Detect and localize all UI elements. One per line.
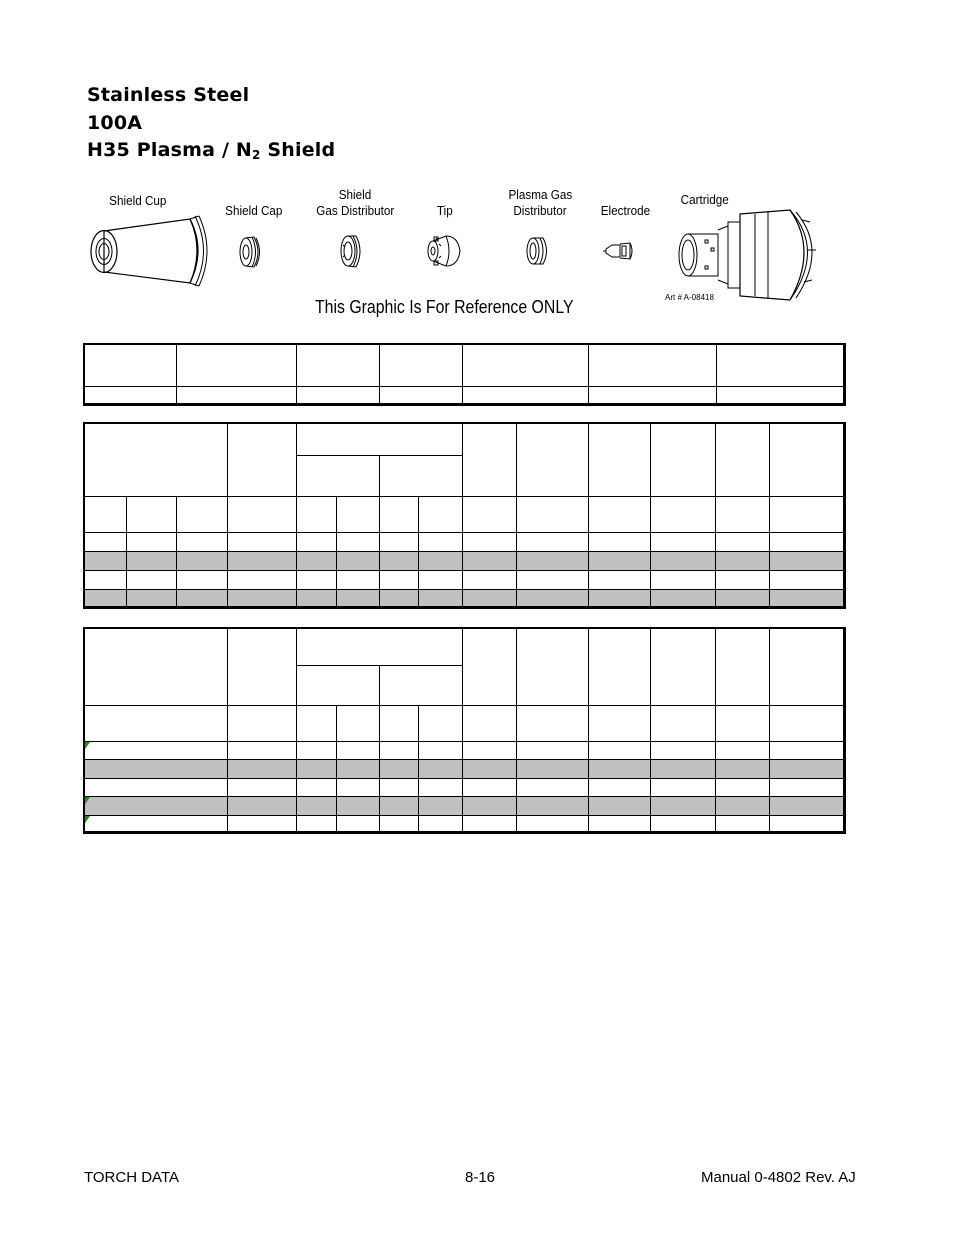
table-cell	[516, 423, 588, 496]
table-cell	[296, 796, 336, 815]
table-cell	[650, 628, 715, 705]
label-cartridge: Cartridge	[680, 192, 729, 207]
table-cell	[336, 778, 379, 796]
footer-page-number: 8-16	[465, 1169, 496, 1186]
table-cell	[296, 551, 336, 570]
table-cell	[126, 589, 176, 607]
table-cell	[84, 570, 126, 589]
table-cell-flagged	[84, 796, 227, 815]
table-cell	[462, 423, 516, 496]
table-cell	[516, 705, 588, 741]
table-cell	[588, 705, 650, 741]
plasma-gas-distributor-icon	[527, 238, 547, 264]
table-cell	[516, 589, 588, 607]
table-cell	[516, 796, 588, 815]
table-cell	[418, 759, 462, 778]
table-cell	[715, 496, 769, 532]
table-header-row	[84, 496, 844, 532]
label-tip: Tip	[436, 203, 453, 218]
table-cell	[516, 570, 588, 589]
label-plasma-gas-distributor-line2: Distributor	[513, 203, 567, 218]
table-row	[84, 589, 844, 607]
table-cell	[650, 496, 715, 532]
table-cell	[379, 796, 418, 815]
art-number: Art # A-08418	[665, 293, 714, 302]
title-material: Stainless Steel	[87, 84, 250, 106]
table-cell	[418, 705, 462, 741]
shield-gas-distributor-icon	[341, 236, 360, 267]
table-cell	[296, 589, 336, 607]
table-cell	[462, 496, 516, 532]
table-cell	[462, 741, 516, 759]
table-cell	[379, 570, 418, 589]
table-cell	[126, 532, 176, 551]
table-cell	[462, 532, 516, 551]
table-cell	[296, 628, 462, 665]
table-cell	[84, 705, 227, 741]
table-cell	[588, 423, 650, 496]
table-cell	[715, 589, 769, 607]
table-cell	[462, 628, 516, 705]
table-cell	[516, 741, 588, 759]
table-cell	[84, 532, 126, 551]
footer-section: TORCH DATA	[84, 1169, 180, 1186]
table-cell	[769, 741, 844, 759]
table-cell	[336, 589, 379, 607]
table-cell	[126, 551, 176, 570]
table-header-row	[84, 628, 844, 665]
table-cell	[462, 815, 516, 832]
table-cell	[126, 496, 176, 532]
table-cell	[176, 386, 296, 404]
table-cell	[84, 386, 176, 404]
table-cell	[588, 796, 650, 815]
table-cell	[516, 759, 588, 778]
table-cell	[516, 778, 588, 796]
table-cell	[336, 796, 379, 815]
table-cell	[227, 759, 296, 778]
table-cell	[588, 496, 650, 532]
label-shield-gas-distributor-line2: Gas Distributor	[316, 203, 395, 218]
table-cell	[650, 423, 715, 496]
table-cell	[418, 778, 462, 796]
tip-icon	[428, 236, 460, 266]
table-cell	[588, 741, 650, 759]
table-cell	[84, 628, 227, 705]
table-cell	[715, 551, 769, 570]
table-row	[84, 532, 844, 551]
table-cell	[379, 551, 418, 570]
table-cell	[418, 796, 462, 815]
table-cell	[418, 532, 462, 551]
table-cell	[715, 796, 769, 815]
table-cell	[462, 551, 516, 570]
table-cell	[84, 423, 227, 496]
table-cell	[227, 570, 296, 589]
table-cell	[227, 532, 296, 551]
table-cell	[769, 423, 844, 496]
table-cell	[715, 705, 769, 741]
table-cell	[462, 386, 588, 404]
table-cell	[296, 570, 336, 589]
table-cell	[588, 628, 650, 705]
table-cell	[715, 628, 769, 705]
table-cell	[769, 815, 844, 832]
table-cell-flagged	[84, 815, 227, 832]
table-cell	[84, 759, 227, 778]
label-plasma-gas-distributor-line1: Plasma Gas	[508, 187, 573, 202]
table-cell	[588, 551, 650, 570]
table-cell	[418, 496, 462, 532]
table-row	[84, 759, 844, 778]
table-cell	[418, 551, 462, 570]
table-row	[84, 551, 844, 570]
table-row	[84, 815, 844, 832]
table-cell	[588, 815, 650, 832]
table-cell	[588, 386, 716, 404]
table-cell	[379, 778, 418, 796]
table-cell	[516, 628, 588, 705]
table-cell	[379, 589, 418, 607]
label-shield-cap: Shield Cap	[225, 203, 283, 218]
table-cell	[650, 589, 715, 607]
table-cell	[769, 778, 844, 796]
table-cell	[296, 423, 462, 455]
electrode-icon	[603, 243, 632, 259]
table-cell	[296, 455, 379, 496]
table-cell	[336, 532, 379, 551]
shield-cup-icon	[91, 216, 207, 286]
table-cell	[588, 532, 650, 551]
cut-chart-table-2	[83, 627, 846, 834]
table-cell	[227, 496, 296, 532]
table-cell	[336, 741, 379, 759]
table-cell	[84, 496, 126, 532]
consumables-table	[83, 343, 846, 406]
table-cell	[336, 570, 379, 589]
table-cell	[227, 796, 296, 815]
table-cell	[418, 815, 462, 832]
table-cell	[296, 705, 336, 741]
label-shield-gas-distributor-line1: Shield	[338, 187, 372, 202]
table-cell	[296, 741, 336, 759]
table-cell	[715, 815, 769, 832]
table-cell	[84, 778, 227, 796]
table-cell	[588, 344, 716, 386]
table-cell	[715, 759, 769, 778]
table-cell	[588, 778, 650, 796]
table-row	[84, 778, 844, 796]
footer-manual-revision: Manual 0-4802 Rev. AJ	[701, 1169, 856, 1186]
table-cell	[650, 570, 715, 589]
table-cell	[650, 551, 715, 570]
table-cell	[769, 759, 844, 778]
table-cell	[227, 551, 296, 570]
table-cell	[769, 589, 844, 607]
table-cell	[379, 815, 418, 832]
table-cell	[716, 386, 844, 404]
table-cell	[715, 741, 769, 759]
table-cell	[379, 344, 462, 386]
table-cell	[227, 705, 296, 741]
table-cell	[462, 759, 516, 778]
table-cell	[516, 496, 588, 532]
table-cell	[650, 705, 715, 741]
table-cell	[336, 551, 379, 570]
table-cell	[769, 496, 844, 532]
table-cell	[516, 551, 588, 570]
table-cell	[462, 796, 516, 815]
table-cell	[296, 759, 336, 778]
table-cell	[227, 815, 296, 832]
table-cell	[462, 589, 516, 607]
table-row	[84, 796, 844, 815]
table-cell	[336, 496, 379, 532]
table-cell	[462, 705, 516, 741]
table-cell	[379, 455, 462, 496]
table-cell-flagged	[84, 741, 227, 759]
table-cell	[379, 496, 418, 532]
table-cell	[379, 532, 418, 551]
table-row	[84, 344, 844, 386]
table-cell	[769, 532, 844, 551]
title-amperage: 100A	[87, 111, 143, 134]
table-cell	[84, 589, 126, 607]
table-cell	[715, 570, 769, 589]
table-cell	[716, 344, 844, 386]
table-cell	[227, 741, 296, 759]
label-shield-cup: Shield Cup	[109, 193, 167, 208]
table-cell	[176, 589, 227, 607]
table-row	[84, 570, 844, 589]
table-cell	[418, 741, 462, 759]
table-cell	[650, 778, 715, 796]
table-cell	[379, 759, 418, 778]
table-cell	[296, 496, 336, 532]
table-cell	[418, 570, 462, 589]
table-cell	[650, 759, 715, 778]
table-cell	[227, 423, 296, 496]
table-cell	[379, 665, 462, 705]
table-cell	[769, 570, 844, 589]
table-cell	[650, 532, 715, 551]
table-cell	[84, 344, 176, 386]
table-cell	[462, 570, 516, 589]
table-cell	[296, 532, 336, 551]
table-cell	[336, 815, 379, 832]
table-cell	[176, 570, 227, 589]
table-cell	[227, 589, 296, 607]
shield-cap-icon	[240, 237, 260, 267]
cut-chart-table-1	[83, 422, 846, 609]
title-gas-subscript: 2	[252, 148, 261, 162]
table-cell	[588, 759, 650, 778]
table-cell	[650, 815, 715, 832]
table-header-row	[84, 423, 844, 455]
table-cell	[126, 570, 176, 589]
table-cell	[588, 589, 650, 607]
table-cell	[516, 532, 588, 551]
table-cell	[769, 796, 844, 815]
table-cell	[715, 532, 769, 551]
table-cell	[296, 815, 336, 832]
table-cell	[462, 344, 588, 386]
title-gas-shield: Shield	[260, 139, 336, 161]
table-cell	[176, 551, 227, 570]
table-cell	[769, 628, 844, 705]
table-cell	[379, 705, 418, 741]
table-row	[84, 741, 844, 759]
table-cell	[296, 386, 379, 404]
table-cell	[379, 386, 462, 404]
table-cell	[715, 778, 769, 796]
table-cell	[227, 778, 296, 796]
table-cell	[296, 778, 336, 796]
table-cell	[176, 496, 227, 532]
table-cell	[296, 344, 379, 386]
table-cell	[650, 796, 715, 815]
table-cell	[336, 759, 379, 778]
table-header-row	[84, 705, 844, 741]
table-cell	[516, 815, 588, 832]
table-cell	[176, 532, 227, 551]
table-cell	[462, 778, 516, 796]
parts-illustration	[0, 0, 954, 340]
table-cell	[650, 741, 715, 759]
table-cell	[227, 628, 296, 705]
table-row	[84, 386, 844, 404]
table-cell	[336, 705, 379, 741]
table-cell	[296, 665, 379, 705]
table-cell	[588, 570, 650, 589]
title-gas-text: H35 Plasma / N	[87, 139, 253, 161]
table-cell	[769, 705, 844, 741]
table-cell	[769, 551, 844, 570]
reference-note: This Graphic Is For Reference ONLY	[315, 297, 574, 317]
label-electrode: Electrode	[600, 203, 651, 218]
table-cell	[715, 423, 769, 496]
table-cell	[379, 741, 418, 759]
table-cell	[418, 589, 462, 607]
table-cell	[176, 344, 296, 386]
table-cell	[84, 551, 126, 570]
cartridge-icon	[679, 210, 816, 300]
